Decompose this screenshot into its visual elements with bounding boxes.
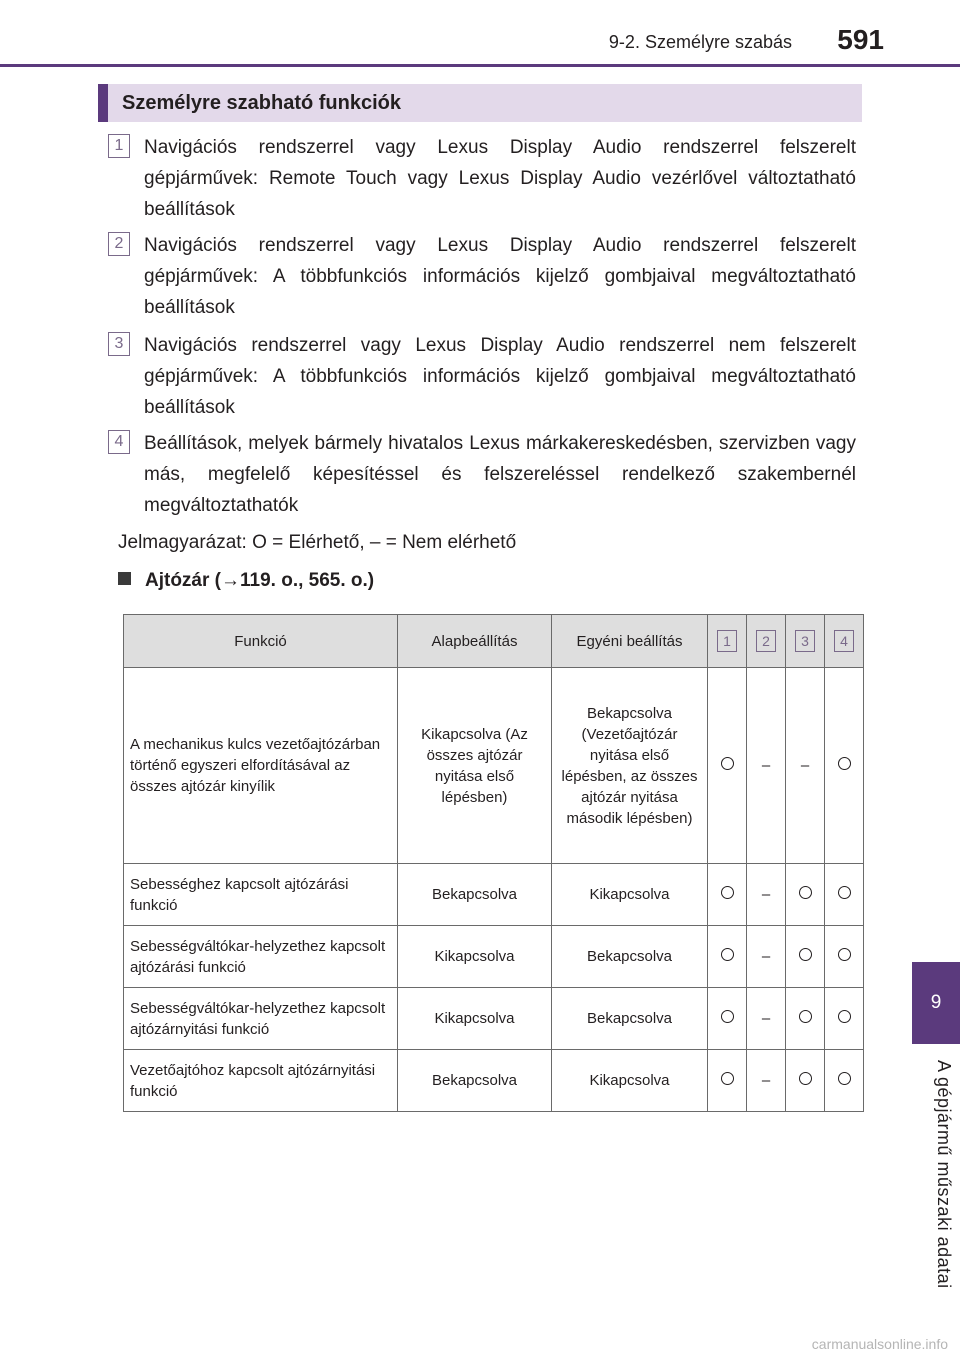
- cell-availability: [708, 926, 747, 988]
- not-available-dash: –: [761, 886, 771, 903]
- col-header-3: [786, 615, 825, 668]
- cell-custom: Kikapcsolva: [552, 864, 708, 926]
- number-badge: 4: [108, 430, 130, 454]
- cell-function: Sebességváltókar-helyzethez kapcsolt ajtózárási funkció: [124, 926, 398, 988]
- not-available-dash: –: [761, 1010, 771, 1027]
- legend-text: Jelmagyarázat: O = Elérhető, – = Nem elérhető: [118, 532, 517, 553]
- cell-custom: Bekapcsolva: [552, 926, 708, 988]
- number-badge: 2: [108, 232, 130, 256]
- cell-availability: [786, 988, 825, 1050]
- table-header-row: [124, 615, 864, 668]
- square-bullet-icon: [118, 572, 131, 585]
- paragraph-text: Beállítások, melyek bármely hivatalos Lexus márkakereskedésben, szervizben vagy más, megfelelő képesítéssel és felszereléssel rendelkező szakembernél megváltoztathatók: [144, 433, 856, 516]
- number-badge: 1: [108, 134, 130, 158]
- available-circle-icon: [721, 1010, 734, 1023]
- cell-availability: [786, 864, 825, 926]
- cell-default: Bekapcsolva: [398, 1050, 552, 1112]
- cell-availability: [825, 864, 864, 926]
- cell-availability: [825, 668, 864, 864]
- cell-availability: [747, 926, 786, 988]
- not-available-dash: –: [761, 948, 771, 965]
- available-circle-icon: [799, 886, 812, 899]
- page-number: 591: [837, 24, 884, 55]
- watermark: carmanualsonline.info: [811, 1336, 948, 1352]
- settings-table: [123, 614, 864, 1112]
- cell-availability: [708, 988, 747, 1050]
- numbered-paragraph: [104, 132, 856, 225]
- cell-default: Kikapcsolva: [398, 988, 552, 1050]
- table-row: [124, 864, 864, 926]
- cell-availability: [786, 926, 825, 988]
- available-circle-icon: [799, 948, 812, 961]
- available-circle-icon: [721, 886, 734, 899]
- available-circle-icon: [838, 1010, 851, 1023]
- numbered-paragraph: [104, 428, 856, 521]
- available-circle-icon: [838, 1072, 851, 1085]
- paragraph-text: Navigációs rendszerrel vagy Lexus Display Audio rendszerrel felszerelt gépjárművek: Remote Touch vagy Lexus Display Audio vezérlővel változtatható beállítások: [144, 137, 856, 220]
- col-header-2: [747, 615, 786, 668]
- available-circle-icon: [721, 757, 734, 770]
- number-badge: 3: [108, 332, 130, 356]
- cell-availability: [825, 926, 864, 988]
- cell-availability: [786, 668, 825, 864]
- cell-default: Bekapcsolva: [398, 864, 552, 926]
- available-circle-icon: [799, 1072, 812, 1085]
- cell-availability: [708, 1050, 747, 1112]
- cell-availability: [825, 1050, 864, 1112]
- cell-default: Kikapcsolva (Az összes ajtózár nyitása első lépésben): [398, 668, 552, 864]
- paragraph-text: Navigációs rendszerrel vagy Lexus Display Audio rendszerrel nem felszerelt gépjárművek: A többfunkciós információs kijelző gombjaival megváltoztatható beállítások: [144, 335, 856, 418]
- cell-availability: [747, 864, 786, 926]
- cell-function: Sebességváltókar-helyzethez kapcsolt ajtózárnyitási funkció: [124, 988, 398, 1050]
- chapter-label: A gépjármű műszaki adatai: [934, 1060, 954, 1289]
- cell-custom: Kikapcsolva: [552, 1050, 708, 1112]
- cell-availability: [747, 988, 786, 1050]
- col-header-function: Funkció: [124, 615, 398, 668]
- table-row: [124, 1050, 864, 1112]
- cell-availability: [708, 864, 747, 926]
- number-badge: 4: [834, 630, 854, 652]
- cell-custom: Bekapcsolva (Vezetőajtózár nyitása első lépésben, az összes ajtózár nyitása második lépésben): [552, 668, 708, 864]
- number-badge: 2: [756, 630, 776, 652]
- col-header-1: [708, 615, 747, 668]
- numbered-paragraph: [104, 330, 856, 423]
- table-row: [124, 926, 864, 988]
- available-circle-icon: [838, 948, 851, 961]
- cell-function: Vezetőajtóhoz kapcsolt ajtózárnyitási funkció: [124, 1050, 398, 1112]
- cell-default: Kikapcsolva: [398, 926, 552, 988]
- cell-availability: [747, 668, 786, 864]
- subheading-text: Ajtózár (→119. o., 565. o.): [145, 570, 375, 591]
- table-row: [124, 668, 864, 864]
- cell-availability: [708, 668, 747, 864]
- numbered-paragraph: [104, 230, 856, 323]
- not-available-dash: –: [761, 757, 771, 774]
- col-header-custom: Egyéni beállítás: [552, 615, 708, 668]
- not-available-dash: –: [761, 1072, 771, 1089]
- paragraph-text: Navigációs rendszerrel vagy Lexus Display Audio rendszerrel felszerelt gépjárművek: A többfunkciós információs kijelző gombjaival megváltoztatható beállítások: [144, 235, 856, 318]
- running-header-section: 9-2. Személyre szabás: [608, 32, 792, 52]
- cell-availability: [747, 1050, 786, 1112]
- section-title-bar: [98, 84, 862, 122]
- col-header-default: Alapbeállítás: [398, 615, 552, 668]
- cell-function: A mechanikus kulcs vezetőajtózárban történő egyszeri elfordításával az összes ajtózár kinyílik: [124, 668, 398, 864]
- table-row: [124, 988, 864, 1050]
- chapter-tab: [912, 962, 960, 1044]
- available-circle-icon: [838, 757, 851, 770]
- number-badge: 3: [795, 630, 815, 652]
- section-title: Személyre szabható funkciók: [122, 92, 401, 114]
- col-header-4: [825, 615, 864, 668]
- number-badge: 1: [717, 630, 737, 652]
- chapter-number: 9: [930, 992, 942, 1013]
- cell-custom: Bekapcsolva: [552, 988, 708, 1050]
- available-circle-icon: [721, 948, 734, 961]
- subheading: [118, 570, 374, 592]
- cell-availability: [786, 1050, 825, 1112]
- cell-availability: [825, 988, 864, 1050]
- not-available-dash: –: [800, 757, 810, 774]
- cell-function: Sebességhez kapcsolt ajtózárási funkció: [124, 864, 398, 926]
- available-circle-icon: [838, 886, 851, 899]
- available-circle-icon: [799, 1010, 812, 1023]
- available-circle-icon: [721, 1072, 734, 1085]
- header-rule: [0, 64, 960, 67]
